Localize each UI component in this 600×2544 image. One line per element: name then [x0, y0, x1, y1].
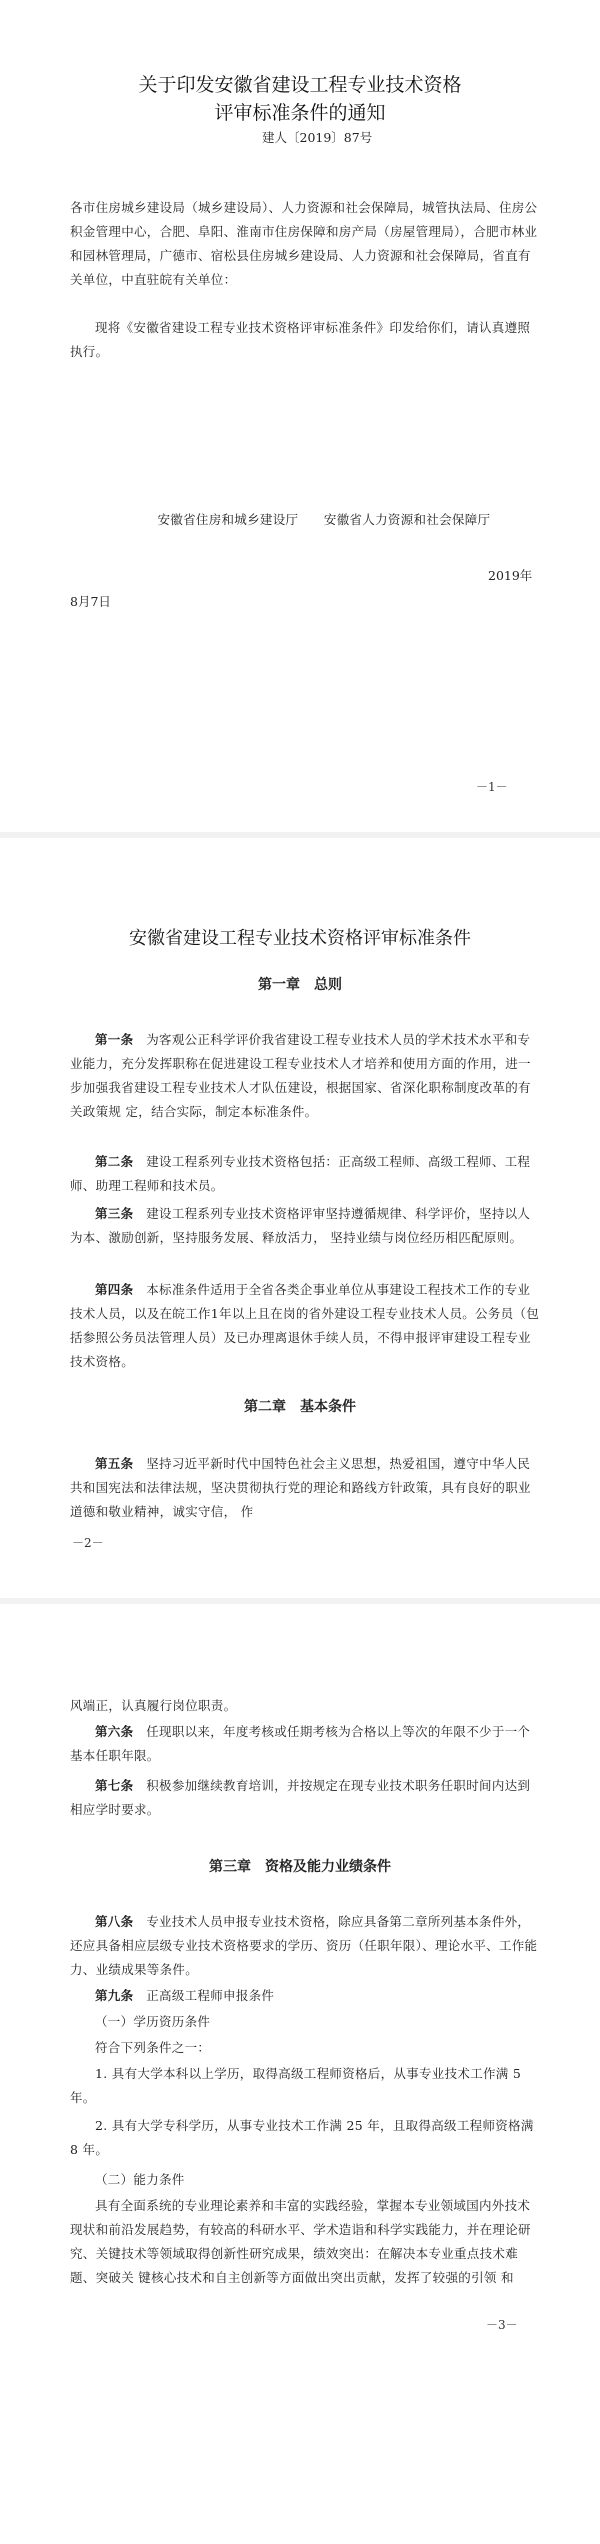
doc-number: 建人〔2019〕87号: [262, 130, 373, 145]
article-4: [70, 1278, 540, 1374]
article-3: [70, 1202, 540, 1250]
article-4-text: 本标准条件适用于全省各类企事业单位从事建设工程技术工作的专业技术人员，以及在皖工作1年以上且在岗的省外建设工程专业技术人员。公务员（包括参照公务员法管理人员）及已办理离退休手续人员，不得申报评审建设工程专业技术资格。: [70, 1282, 540, 1369]
page1-title-line2: 评审标准条件的通知: [214, 102, 386, 124]
page-divider-1: [0, 832, 600, 838]
page-number-2: －2－: [72, 1536, 104, 1550]
article-6-label: 第六条: [95, 1724, 134, 1739]
article-4-label: 第四条: [95, 1282, 134, 1297]
page-number-1: －1－: [476, 780, 508, 794]
date-year: 2019年: [488, 568, 533, 583]
article-5: [70, 1452, 540, 1524]
article-2-label: 第二条: [95, 1154, 134, 1169]
article-5-continued: 风端正，认真履行岗位职责。: [70, 1698, 237, 1713]
article-6: [70, 1720, 540, 1768]
page1-title-line1: 关于印发安徽省建设工程专业技术资格: [138, 74, 462, 96]
article-7: [70, 1774, 540, 1822]
subsection-1-intro: 符合下列条件之一：: [95, 2040, 211, 2055]
recipients-paragraph: 各市住房城乡建设局（城乡建设局）、人力资源和社会保障局，城管执法局、住房公积金管理中心，合肥、阜阳、淮南市住房保障和房产局（房屋管理局），合肥市林业和园林管理局，广德市、宿松县住房城乡建设局、人力资源和社会保障局，省直有关单位，中直驻皖有关单位：: [70, 200, 538, 287]
article-8-label: 第八条: [95, 1914, 134, 1929]
issuer-line: 安徽省住房和城乡建设厅 安徽省人力资源和社会保障厅: [157, 512, 491, 527]
page-number-3: －3－: [486, 2318, 518, 2332]
chapter-2-heading: 第二章 基本条件: [244, 1399, 356, 1415]
article-2: [70, 1150, 540, 1198]
article-9-label: 第九条: [95, 1988, 134, 2003]
subsection-1-heading: （一）学历资历条件: [95, 2014, 211, 2029]
article-6-text: 任现职以来，年度考核或任期考核为合格以上等次的年限不少于一个基本任职年限。: [70, 1724, 531, 1763]
notice-body: 现将《安徽省建设工程专业技术资格评审标准条件》印发给你们，请认真遵照执行。: [70, 320, 531, 359]
condition-item-1: 1. 具有大学本科以上学历，取得高级工程师资格后，从事专业技术工作满 5 年。: [70, 2066, 522, 2105]
article-9: [70, 1984, 540, 2008]
article-5-text: 坚持习近平新时代中国特色社会主义思想，热爱祖国，遵守中华人民共和国宪法和法律法规，坚决贯彻执行党的理论和路线方针政策，具有良好的职业道德和敬业精神，诚实守信， 作: [70, 1456, 531, 1519]
date-month-day: 8月7日: [70, 594, 111, 609]
chapter-1-heading: 第一章 总则: [258, 977, 342, 993]
article-1: [70, 1028, 540, 1124]
article-5-label: 第五条: [95, 1456, 134, 1471]
article-8: [70, 1910, 540, 1982]
article-2-text: 建设工程系列专业技术资格包括：正高级工程师、高级工程师、工程师、助理工程师和技术员。: [70, 1154, 531, 1193]
page-divider-2: [0, 1598, 600, 1604]
article-3-text: 建设工程系列专业技术资格评审坚持遵循规律、科学评价，坚持以人为本、激励创新，坚持服务发展、释放活力， 坚持业绩与岗位经历相匹配原则。: [70, 1206, 531, 1245]
article-8-text: 专业技术人员申报专业技术资格，除应具备第二章所列基本条件外，还应具备相应层级专业技术资格要求的学历、资历（任职年限）、理论水平、工作能力、业绩成果等条件。: [70, 1914, 538, 1977]
article-1-text: 为客观公正科学评价我省建设工程专业技术人员的学术技术水平和专业能力，充分发挥职称在促进建设工程专业技术人才培养和使用方面的作用，进一步加强我省建设工程专业技术人才队伍建设，根据国家、省深化职称制度改革的有关政策规 定，结合实际，制定本标准条件。: [70, 1032, 531, 1119]
article-9-text: 正高级工程师申报条件: [146, 1988, 275, 2003]
standard-title: 安徽省建设工程专业技术资格评审标准条件: [129, 928, 471, 949]
article-1-label: 第一条: [95, 1032, 134, 1047]
article-3-label: 第三条: [95, 1206, 134, 1221]
article-7-text: 积极参加继续教育培训，并按规定在现专业技术职务任职时间内达到相应学时要求。: [70, 1778, 531, 1817]
subsection-2-text: 具有全面系统的专业理论素养和丰富的实践经验，掌握本专业领域国内外技术现状和前沿发展趋势，有较高的科研水平、学术造诣和科学实践能力，并在理论研究、关键技术等领域取得创新性研究成果，绩效突出：在解决本专业重点技术难题、突破关 键核心技术和自主创新等方面做出突出贡献，发挥了较强的引领 和: [70, 2198, 531, 2285]
subsection-2-heading: （二）能力条件: [95, 2172, 185, 2187]
condition-item-2: 2. 具有大学专科学历，从事专业技术工作满 25 年，且取得高级工程师资格满 8 年。: [70, 2118, 534, 2157]
chapter-3-heading: 第三章 资格及能力业绩条件: [209, 1859, 391, 1875]
article-7-label: 第七条: [95, 1778, 134, 1793]
